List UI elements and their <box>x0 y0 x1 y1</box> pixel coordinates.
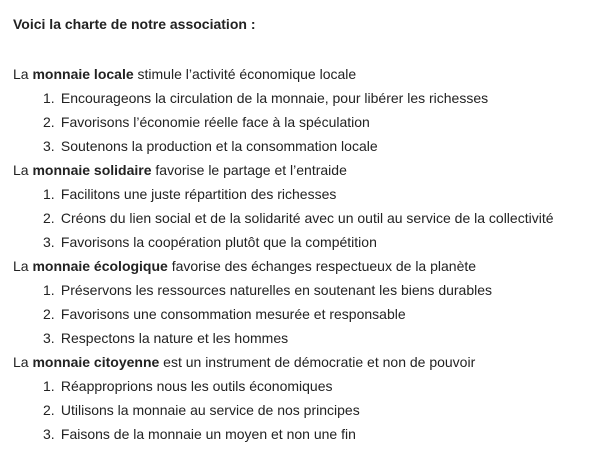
section-title <box>13 350 593 374</box>
section-prefix: La <box>13 258 33 274</box>
section-prefix: La <box>13 162 33 178</box>
principle-item: 2. Créons du lien social et de la solidarité avec un outil au service de la collectivité <box>43 210 554 226</box>
principle-item: 1. Réapproprions nous les outils économiques <box>43 378 333 394</box>
principle-item: 3. Respectons la nature et les hommes <box>43 330 289 346</box>
section-monnaie-ecologique <box>13 254 593 350</box>
principle-item: 1. Préservons les ressources naturelles en soutenant les biens durables <box>43 282 493 298</box>
section-title <box>13 158 593 182</box>
principle-item: 1. Facilitons une juste répartition des richesses <box>43 186 337 202</box>
section-monnaie-citoyenne <box>13 350 593 446</box>
principle-item: 2. Favorisons l’économie réelle face à la spéculation <box>43 114 370 130</box>
principle-item: 2. Utilisons la monnaie au service de nos principes <box>43 402 360 418</box>
section-description: favorise le partage et l’entraide <box>151 162 347 178</box>
section-keyword: monnaie citoyenne <box>32 354 160 370</box>
section-keyword: monnaie solidaire <box>32 162 152 178</box>
section-description: est un instrument de démocratie et non de pouvoir <box>159 354 476 370</box>
section-description: favorise des échanges respectueux de la planète <box>167 258 477 274</box>
principle-item: 1. Encourageons la circulation de la monnaie, pour libérer les richesses <box>43 90 489 106</box>
principles-list <box>13 374 593 446</box>
principles-list <box>13 182 593 254</box>
section-title <box>13 62 593 86</box>
principle-item: 3. Soutenons la production et la consommation locale <box>43 138 378 154</box>
section-monnaie-solidaire <box>13 158 593 254</box>
section-prefix: La <box>13 354 33 370</box>
principles-list <box>13 86 593 158</box>
section-title <box>13 254 593 278</box>
section-keyword: monnaie écologique <box>32 258 168 274</box>
section-description: stimule l’activité économique locale <box>133 66 357 82</box>
principles-list <box>13 278 593 350</box>
section-monnaie-locale <box>13 62 593 158</box>
charter-heading: Voici la charte de notre association : <box>13 16 256 32</box>
principle-item: 3. Faisons de la monnaie un moyen et non une fin <box>43 426 356 442</box>
principle-item: 3. Favorisons la coopération plutôt que la compétition <box>43 234 377 250</box>
section-prefix: La <box>13 66 33 82</box>
section-keyword: monnaie locale <box>32 66 134 82</box>
principle-item: 2. Favorisons une consommation mesurée et responsable <box>43 306 406 322</box>
